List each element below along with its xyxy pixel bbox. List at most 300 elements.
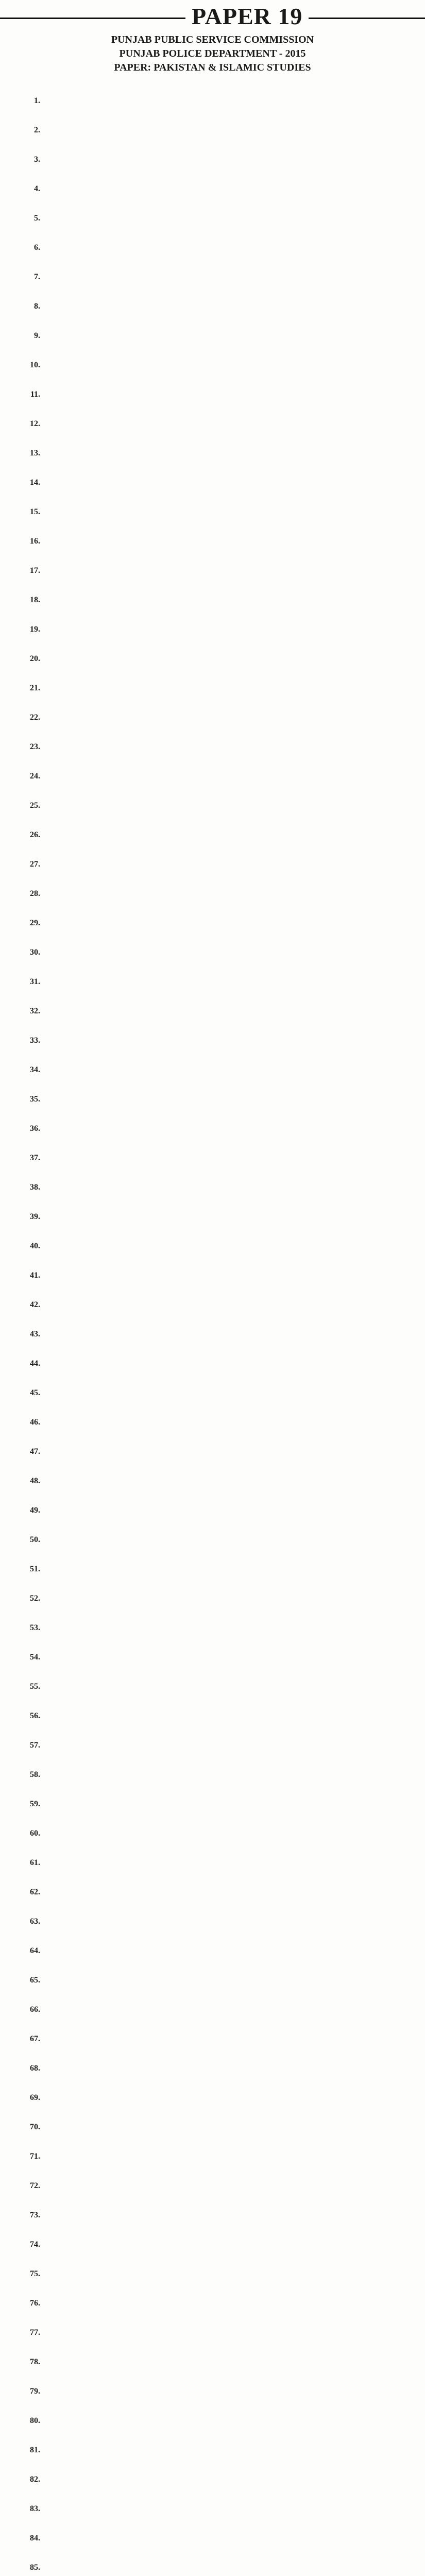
question-item [23, 1270, 414, 1300]
question-item [23, 448, 414, 478]
question-item [23, 2504, 414, 2533]
option-d [219, 1584, 379, 1594]
option-d [219, 1466, 379, 1476]
question-item [23, 1946, 414, 1975]
option-b [219, 546, 379, 556]
option-b [219, 1985, 379, 1995]
question-item [23, 301, 414, 331]
option-b [219, 194, 379, 204]
option-c [49, 1231, 209, 1241]
option-a [49, 106, 209, 115]
question-stem [23, 1359, 414, 1368]
option-d [219, 2054, 379, 2063]
option-a [49, 1662, 209, 1672]
option-c [49, 145, 209, 155]
option-c [49, 908, 209, 918]
question-item [23, 683, 414, 713]
option-b [219, 899, 379, 908]
option-d [219, 673, 379, 683]
option-b [219, 1339, 379, 1349]
question-stem [23, 1388, 414, 1398]
option-a [49, 1809, 209, 1819]
question-number: 81. [30, 2446, 40, 2454]
question-number: 63. [30, 1917, 40, 1926]
option-c [49, 409, 209, 419]
option-c [49, 1378, 209, 1388]
question-item [23, 2416, 414, 2445]
question-item [23, 1036, 414, 1065]
option-a [49, 840, 209, 850]
question-item [23, 536, 414, 566]
question-stem [23, 918, 414, 928]
question-stem [23, 2445, 414, 2455]
option-a [49, 1780, 209, 1789]
question-options [23, 1280, 414, 1300]
question-number: 80. [30, 2416, 40, 2425]
question-item [23, 1975, 414, 2005]
option-a [49, 928, 209, 938]
option-a [49, 2308, 209, 2318]
option-d [219, 409, 379, 419]
option-a [49, 2367, 209, 2377]
question-options [23, 2161, 414, 2181]
question-number: 69. [30, 2093, 40, 2102]
option-c [49, 1202, 209, 1212]
option-d [219, 615, 379, 624]
question-stem [23, 2240, 414, 2249]
question-stem [23, 1094, 414, 1104]
question-item [23, 2181, 414, 2210]
option-c [49, 115, 209, 125]
option-c [49, 2406, 209, 2416]
option-d [219, 174, 379, 184]
question-number: 20. [30, 654, 40, 663]
question-number: 52. [30, 1594, 40, 1603]
option-c [49, 2347, 209, 2357]
option-b [219, 1016, 379, 1026]
question-stem [23, 448, 414, 458]
option-d [219, 1437, 379, 1447]
option-d [219, 1408, 379, 1417]
question-stem [23, 2005, 414, 2014]
option-d [219, 1525, 379, 1535]
question-number: 10. [30, 361, 40, 369]
commission-title: PUNJAB PUBLIC SERVICE COMMISSION [111, 34, 314, 45]
question-options [23, 164, 414, 184]
option-a [49, 1486, 209, 1496]
question-options [23, 429, 414, 448]
question-options [23, 399, 414, 419]
option-c [49, 174, 209, 184]
option-c [49, 2230, 209, 2240]
question-stem [23, 1417, 414, 1427]
question-item [23, 2210, 414, 2240]
option-a [49, 1104, 209, 1114]
question-number: 1. [34, 96, 40, 105]
question-item [23, 654, 414, 683]
question-options [23, 1515, 414, 1535]
question-options [23, 869, 414, 889]
option-d [219, 938, 379, 947]
option-a [49, 429, 209, 438]
question-options [23, 370, 414, 389]
option-d [219, 204, 379, 213]
question-number: 33. [30, 1036, 40, 1045]
question-item [23, 1623, 414, 1652]
option-d [219, 1496, 379, 1505]
question-stem [23, 1447, 414, 1456]
question-options [23, 194, 414, 213]
question-number: 51. [30, 1565, 40, 1573]
question-stem [23, 1682, 414, 1691]
question-item [23, 389, 414, 419]
option-a [49, 458, 209, 468]
question-stem [23, 1770, 414, 1780]
question-number: 30. [30, 948, 40, 957]
option-c [49, 2259, 209, 2269]
option-b [219, 2044, 379, 2054]
option-a [49, 1222, 209, 1231]
option-d [219, 1114, 379, 1124]
question-number: 22. [30, 713, 40, 722]
option-d [219, 1848, 379, 1858]
paper-subject: PAPER: PAKISTAN & ISLAMIC STUDIES [114, 62, 311, 73]
question-number: 66. [30, 2005, 40, 2014]
question-options [23, 1545, 414, 1564]
option-c [49, 879, 209, 889]
question-number: 31. [30, 977, 40, 986]
question-stem [23, 830, 414, 840]
question-item [23, 624, 414, 654]
question-item [23, 2093, 414, 2122]
question-stem [23, 595, 414, 605]
question-item [23, 272, 414, 301]
question-number: 53. [30, 1623, 40, 1632]
question-options [23, 605, 414, 624]
option-a [49, 634, 209, 644]
question-number: 47. [30, 1447, 40, 1456]
question-item [23, 859, 414, 889]
question-number: 78. [30, 2358, 40, 2366]
option-a [49, 1926, 209, 1936]
question-stem [23, 507, 414, 517]
question-stem [23, 624, 414, 634]
option-d [219, 820, 379, 830]
question-options [23, 1427, 414, 1447]
option-a [49, 2572, 209, 2576]
question-number: 54. [30, 1653, 40, 1662]
option-b [219, 370, 379, 380]
question-stem [23, 1623, 414, 1633]
question-options [23, 341, 414, 360]
option-a [49, 1251, 209, 1261]
option-b [219, 1192, 379, 1202]
option-b [219, 1398, 379, 1408]
option-b [219, 1486, 379, 1496]
option-c [49, 1261, 209, 1270]
question-options [23, 575, 414, 595]
option-c [49, 468, 209, 478]
option-d [219, 1349, 379, 1359]
option-d [219, 2230, 379, 2240]
question-number: 61. [30, 1858, 40, 1867]
question-stem [23, 1300, 414, 1310]
option-a [49, 194, 209, 204]
question-item [23, 1799, 414, 1828]
question-item [23, 918, 414, 947]
question-stem [23, 2093, 414, 2103]
option-b [219, 1926, 379, 1936]
option-d [219, 2142, 379, 2151]
option-d [219, 438, 379, 448]
question-options [23, 2073, 414, 2093]
question-options [23, 282, 414, 301]
question-item [23, 1740, 414, 1770]
option-a [49, 2044, 209, 2054]
option-b [219, 1721, 379, 1731]
option-c [49, 1672, 209, 1682]
option-c [49, 497, 209, 507]
option-a [49, 1750, 209, 1760]
question-options [23, 2572, 414, 2576]
question-options [23, 1104, 414, 1124]
question-item [23, 360, 414, 389]
option-a [49, 1339, 209, 1349]
option-c [49, 321, 209, 331]
question-number: 34. [30, 1065, 40, 1074]
question-options [23, 2279, 414, 2298]
question-stem [23, 977, 414, 987]
option-a [49, 869, 209, 879]
option-a [49, 810, 209, 820]
option-b [219, 987, 379, 996]
option-b [219, 2220, 379, 2230]
option-b [219, 2367, 379, 2377]
option-d [219, 1613, 379, 1623]
question-number: 15. [30, 507, 40, 516]
option-a [49, 1985, 209, 1995]
option-a [49, 2337, 209, 2347]
question-options [23, 1192, 414, 1212]
option-c [49, 1642, 209, 1652]
question-item [23, 213, 414, 243]
option-a [49, 2014, 209, 2024]
question-item [23, 1329, 414, 1359]
question-number: 60. [30, 1829, 40, 1838]
option-c [49, 615, 209, 624]
option-d [219, 1789, 379, 1799]
option-a [49, 2103, 209, 2112]
option-b [219, 722, 379, 732]
option-c [49, 1408, 209, 1417]
question-number: 38. [30, 1183, 40, 1192]
question-options [23, 1691, 414, 1711]
question-item [23, 1564, 414, 1594]
question-options [23, 928, 414, 947]
option-d [219, 2347, 379, 2357]
question-number: 24. [30, 772, 40, 781]
option-a [49, 1721, 209, 1731]
option-b [219, 605, 379, 615]
question-number: 56. [30, 1711, 40, 1720]
question-item [23, 2475, 414, 2504]
question-options [23, 1163, 414, 1182]
question-options [23, 311, 414, 331]
option-c [49, 967, 209, 977]
question-options [23, 957, 414, 977]
question-stem [23, 2151, 414, 2161]
question-stem [23, 771, 414, 781]
question-options [23, 1456, 414, 1476]
question-stem [23, 1006, 414, 1016]
question-stem [23, 654, 414, 664]
question-options [23, 1838, 414, 1858]
option-c [49, 1819, 209, 1828]
question-options [23, 2014, 414, 2034]
question-stem [23, 1740, 414, 1750]
option-a [49, 957, 209, 967]
option-a [49, 1691, 209, 1701]
option-a [49, 899, 209, 908]
option-a [49, 1192, 209, 1202]
option-c [49, 1613, 209, 1623]
question-item [23, 1447, 414, 1476]
option-b [219, 2249, 379, 2259]
question-stem [23, 2533, 414, 2543]
option-d [219, 2523, 379, 2533]
question-options [23, 2337, 414, 2357]
question-number: 55. [30, 1682, 40, 1691]
paper-label: PAPER 19 [185, 2, 309, 31]
option-d [219, 380, 379, 389]
question-options [23, 1809, 414, 1828]
option-b [219, 1222, 379, 1231]
question-number: 9. [34, 331, 40, 340]
question-stem [23, 184, 414, 194]
option-c [49, 1701, 209, 1711]
question-options [23, 252, 414, 272]
option-d [219, 1378, 379, 1388]
option-c [49, 2142, 209, 2151]
question-number: 37. [30, 1154, 40, 1162]
question-item [23, 2445, 414, 2475]
question-stem [23, 1564, 414, 1574]
option-b [219, 458, 379, 468]
question-number: 43. [30, 1330, 40, 1338]
option-c [49, 644, 209, 654]
question-item [23, 1006, 414, 1036]
question-stem [23, 96, 414, 106]
option-c [49, 1965, 209, 1975]
question-number: 28. [30, 889, 40, 898]
question-options [23, 2103, 414, 2122]
question-options [23, 1574, 414, 1594]
option-a [49, 2161, 209, 2171]
option-a [49, 1280, 209, 1290]
option-b [219, 1868, 379, 1877]
option-b [219, 1427, 379, 1437]
option-c [49, 1936, 209, 1946]
question-item [23, 2386, 414, 2416]
question-stem [23, 2269, 414, 2279]
option-c [49, 1554, 209, 1564]
question-item [23, 977, 414, 1006]
option-b [219, 2337, 379, 2347]
option-b [219, 164, 379, 174]
option-b [219, 2543, 379, 2553]
question-number: 3. [34, 155, 40, 164]
question-stem [23, 1799, 414, 1809]
question-item [23, 1094, 414, 1124]
question-number: 44. [30, 1359, 40, 1368]
question-stem [23, 2298, 414, 2308]
option-b [219, 517, 379, 527]
question-item [23, 1359, 414, 1388]
option-b [219, 1662, 379, 1672]
question-options [23, 1662, 414, 1682]
option-d [219, 2112, 379, 2122]
question-number: 8. [34, 302, 40, 311]
question-item [23, 1594, 414, 1623]
question-options [23, 1310, 414, 1329]
option-b [219, 1075, 379, 1084]
question-item [23, 2122, 414, 2151]
option-d [219, 115, 379, 125]
option-d [219, 850, 379, 859]
option-d [219, 262, 379, 272]
question-options [23, 1721, 414, 1740]
option-c [49, 2377, 209, 2386]
question-number: 68. [30, 2064, 40, 2073]
question-item [23, 1124, 414, 1153]
option-b [219, 1163, 379, 1173]
question-item [23, 1212, 414, 1241]
question-options [23, 2426, 414, 2445]
option-c [49, 996, 209, 1006]
question-item [23, 2034, 414, 2063]
option-d [219, 2024, 379, 2034]
option-d [219, 2435, 379, 2445]
option-c [49, 262, 209, 272]
option-b [219, 399, 379, 409]
question-stem [23, 2122, 414, 2132]
question-number: 39. [30, 1212, 40, 1221]
option-c [49, 1290, 209, 1300]
question-number: 18. [30, 596, 40, 604]
question-options [23, 1133, 414, 1153]
option-a [49, 2543, 209, 2553]
option-d [219, 1554, 379, 1564]
question-stem [23, 2563, 414, 2572]
option-b [219, 2073, 379, 2083]
option-b [219, 1780, 379, 1789]
option-c [49, 233, 209, 243]
question-options [23, 1368, 414, 1388]
question-item [23, 1065, 414, 1094]
option-a [49, 370, 209, 380]
option-d [219, 1319, 379, 1329]
question-stem [23, 125, 414, 135]
option-d [219, 761, 379, 771]
question-stem [23, 1270, 414, 1280]
question-item [23, 889, 414, 918]
question-list [23, 96, 414, 2576]
question-number: 76. [30, 2299, 40, 2308]
paper-banner [0, 0, 425, 31]
question-number: 50. [30, 1535, 40, 1544]
question-options [23, 1750, 414, 1770]
question-item [23, 771, 414, 801]
